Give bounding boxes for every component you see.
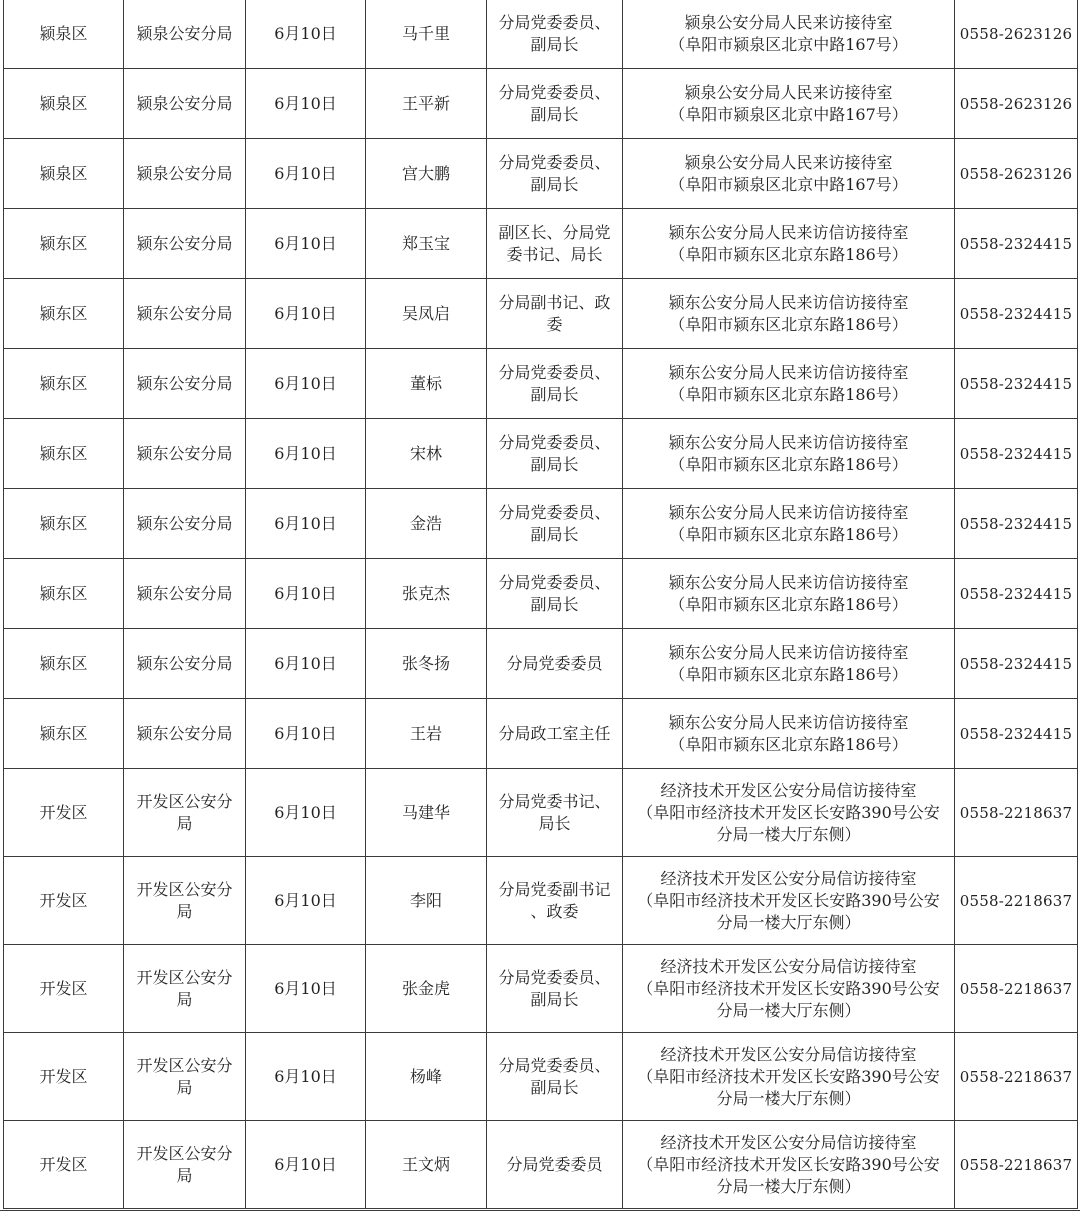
cell-date: 6月10日 (246, 349, 366, 419)
cell-position-line: 、政委 (530, 901, 579, 921)
cell-location-line: 分局一楼大厅东侧） (716, 1088, 861, 1108)
cell-location-line: （阜阳市颍东区北京东路186号） (669, 734, 908, 754)
cell-location-line: （阜阳市经济技术开发区长安路390号公安 (637, 1066, 940, 1086)
cell-date: 6月10日 (246, 69, 366, 139)
cell-position-line: 分局党委委员、 (498, 1055, 611, 1075)
cell-location (623, 857, 955, 945)
cell-date: 6月10日 (246, 559, 366, 629)
cell-location (623, 139, 955, 209)
cell-bureau-line: 开发区公安分 (136, 791, 233, 811)
cell-location-line: （阜阳市颍泉区北京中路167号） (669, 34, 908, 54)
cell-location-line: 颍东公安分局人民来访信访接待室 (668, 712, 909, 732)
cell-name: 张金虎 (366, 945, 487, 1033)
cell-position (487, 945, 623, 1033)
cell-position (487, 1033, 623, 1121)
cell-bureau-line: 颍泉公安分局 (136, 23, 233, 43)
cell-date: 6月10日 (246, 769, 366, 857)
cell-position (487, 349, 623, 419)
cell-bureau (124, 699, 246, 769)
cell-bureau-line: 颍东公安分局 (136, 583, 233, 603)
cell-location (623, 419, 955, 489)
cell-phone: 0558-2324415 (955, 419, 1078, 489)
cell-location-line: （阜阳市经济技术开发区长安路390号公安 (637, 978, 940, 998)
cell-district: 颍泉区 (4, 139, 124, 209)
cell-location-line: 颍东公安分局人民来访信访接待室 (668, 642, 909, 662)
cell-date: 6月10日 (246, 489, 366, 559)
cell-location-line: （阜阳市颍泉区北京中路167号） (669, 174, 908, 194)
cell-district: 颍东区 (4, 279, 124, 349)
cell-date: 6月10日 (246, 945, 366, 1033)
cell-location-line: （阜阳市经济技术开发区长安路390号公安 (637, 1154, 940, 1174)
cell-position-line: 分局党委委员、 (498, 502, 611, 522)
cell-bureau (124, 279, 246, 349)
cell-position-line: 分局党委副书记 (498, 879, 611, 899)
cell-phone: 0558-2218637 (955, 769, 1078, 857)
cell-name: 王平新 (366, 69, 487, 139)
cell-location-line: （阜阳市颍东区北京东路186号） (669, 384, 908, 404)
cell-phone: 0558-2324415 (955, 629, 1078, 699)
table-row (4, 559, 1078, 629)
cell-district: 颍东区 (4, 489, 124, 559)
cell-position-line: 分局党委委员 (506, 653, 603, 673)
cell-position (487, 559, 623, 629)
cell-position-line: 分局党委书记、 (498, 791, 611, 811)
cell-position (487, 699, 623, 769)
cell-location (623, 699, 955, 769)
cell-name: 马千里 (366, 0, 487, 69)
cell-location (623, 559, 955, 629)
cell-location (623, 69, 955, 139)
cell-bureau-line: 开发区公安分 (136, 967, 233, 987)
cell-position-line: 分局党委委员、 (498, 572, 611, 592)
cell-phone: 0558-2324415 (955, 559, 1078, 629)
cell-phone: 0558-2623126 (955, 139, 1078, 209)
cell-bureau-line: 颍泉公安分局 (136, 163, 233, 183)
cell-date: 6月10日 (246, 699, 366, 769)
table-row (4, 1033, 1078, 1121)
table-row (4, 349, 1078, 419)
table-row (4, 945, 1078, 1033)
cell-bureau-line: 开发区公安分 (136, 879, 233, 899)
cell-position (487, 857, 623, 945)
cell-district: 颍泉区 (4, 69, 124, 139)
cell-bureau-line: 开发区公安分 (136, 1055, 233, 1075)
cell-location (623, 0, 955, 69)
cell-location (623, 279, 955, 349)
cell-district: 颍东区 (4, 349, 124, 419)
cell-location-line: 经济技术开发区公安分局信访接待室 (660, 1044, 917, 1064)
cell-bureau (124, 209, 246, 279)
cell-position-line: 副局长 (530, 594, 579, 614)
cell-bureau-line: 局 (176, 901, 193, 921)
cell-location-line: 经济技术开发区公安分局信访接待室 (660, 1132, 917, 1152)
cell-location-line: 颍东公安分局人民来访信访接待室 (668, 572, 909, 592)
cell-location (623, 349, 955, 419)
cell-district: 开发区 (4, 945, 124, 1033)
cell-bureau-line: 颍东公安分局 (136, 723, 233, 743)
table-row (4, 139, 1078, 209)
cell-position (487, 489, 623, 559)
cell-position-line: 委书记、局长 (506, 244, 603, 264)
cell-phone: 0558-2218637 (955, 945, 1078, 1033)
cell-bureau-line: 颍东公安分局 (136, 373, 233, 393)
cell-date: 6月10日 (246, 1121, 366, 1209)
cell-location-line: （阜阳市经济技术开发区长安路390号公安 (637, 802, 940, 822)
cell-bureau-line: 颍泉公安分局 (136, 93, 233, 113)
cell-location-line: 颍东公安分局人民来访信访接待室 (668, 292, 909, 312)
cell-name: 王岩 (366, 699, 487, 769)
cell-bureau-line: 局 (176, 1077, 193, 1097)
cell-location-line: 经济技术开发区公安分局信访接待室 (660, 868, 917, 888)
cell-bureau-line: 颍东公安分局 (136, 513, 233, 533)
cell-location-line: （阜阳市颍东区北京东路186号） (669, 314, 908, 334)
cell-location-line: 颍泉公安分局人民来访接待室 (684, 82, 893, 102)
cell-phone: 0558-2324415 (955, 489, 1078, 559)
cell-bureau (124, 1033, 246, 1121)
cell-district: 颍东区 (4, 629, 124, 699)
cell-position-line: 副局长 (530, 104, 579, 124)
cell-position-line: 副局长 (530, 524, 579, 544)
cell-date: 6月10日 (246, 139, 366, 209)
cell-position-line: 副局长 (530, 174, 579, 194)
cell-position-line: 局长 (538, 813, 571, 833)
cell-location-line: （阜阳市颍东区北京东路186号） (669, 524, 908, 544)
cell-location (623, 1121, 955, 1209)
cell-location-line: 颍泉公安分局人民来访接待室 (684, 12, 893, 32)
cell-phone: 0558-2324415 (955, 279, 1078, 349)
cell-date: 6月10日 (246, 209, 366, 279)
cell-district: 开发区 (4, 1033, 124, 1121)
cell-district: 开发区 (4, 857, 124, 945)
cell-position-line: 分局副书记、政 (498, 292, 611, 312)
cell-name: 王文炳 (366, 1121, 487, 1209)
cell-location-line: （阜阳市颍东区北京东路186号） (669, 454, 908, 474)
cell-location-line: （阜阳市颍东区北京东路186号） (669, 594, 908, 614)
cell-position-line: 分局政工室主任 (498, 723, 611, 743)
cell-position (487, 1121, 623, 1209)
cell-position-line: 副局长 (530, 454, 579, 474)
cell-district: 颍东区 (4, 419, 124, 489)
cell-name: 宋林 (366, 419, 487, 489)
cell-name: 董标 (366, 349, 487, 419)
cell-location-line: 颍东公安分局人民来访信访接待室 (668, 362, 909, 382)
cell-position (487, 209, 623, 279)
cell-phone: 0558-2218637 (955, 1121, 1078, 1209)
cell-bureau (124, 559, 246, 629)
cell-bureau (124, 69, 246, 139)
cell-district: 颍东区 (4, 209, 124, 279)
cell-position-line: 分局党委委员、 (498, 12, 611, 32)
cell-location-line: 经济技术开发区公安分局信访接待室 (660, 956, 917, 976)
cell-position (487, 0, 623, 69)
cell-bureau (124, 419, 246, 489)
cell-bureau (124, 629, 246, 699)
table-row (4, 629, 1078, 699)
cell-location-line: 颍泉公安分局人民来访接待室 (684, 152, 893, 172)
cell-location-line: 分局一楼大厅东侧） (716, 912, 861, 932)
cell-location-line: （阜阳市经济技术开发区长安路390号公安 (637, 890, 940, 910)
cell-position-line: 分局党委委员、 (498, 362, 611, 382)
cell-location (623, 629, 955, 699)
cell-district: 颍东区 (4, 699, 124, 769)
cell-location-line: 分局一楼大厅东侧） (716, 1176, 861, 1196)
cell-bureau-line: 颍东公安分局 (136, 303, 233, 323)
cell-name: 张克杰 (366, 559, 487, 629)
cell-location (623, 769, 955, 857)
cell-bureau-line: 颍东公安分局 (136, 233, 233, 253)
cell-date: 6月10日 (246, 857, 366, 945)
cell-bureau (124, 489, 246, 559)
cell-position-line: 副区长、分局党 (498, 222, 611, 242)
cell-bureau-line: 颍东公安分局 (136, 653, 233, 673)
cell-phone: 0558-2218637 (955, 857, 1078, 945)
cell-location-line: （阜阳市颍东区北京东路186号） (669, 664, 908, 684)
cell-position (487, 279, 623, 349)
cell-location-line: （阜阳市颍东区北京东路186号） (669, 244, 908, 264)
cell-position (487, 69, 623, 139)
cell-position-line: 副局长 (530, 384, 579, 404)
cell-name: 宫大鹏 (366, 139, 487, 209)
cell-bureau-line: 局 (176, 1165, 193, 1185)
cell-date: 6月10日 (246, 1033, 366, 1121)
cell-phone: 0558-2623126 (955, 0, 1078, 69)
table-row (4, 699, 1078, 769)
table-row (4, 209, 1078, 279)
table-row (4, 69, 1078, 139)
cell-phone: 0558-2218637 (955, 1033, 1078, 1121)
cell-date: 6月10日 (246, 279, 366, 349)
table-row (4, 489, 1078, 559)
cell-phone: 0558-2324415 (955, 209, 1078, 279)
cell-bureau (124, 0, 246, 69)
table-row (4, 0, 1078, 69)
cell-location-line: （阜阳市颍泉区北京中路167号） (669, 104, 908, 124)
cell-bureau (124, 349, 246, 419)
cell-bureau-line: 局 (176, 813, 193, 833)
cell-position-line: 委 (546, 314, 563, 334)
cell-position (487, 419, 623, 489)
cell-phone: 0558-2324415 (955, 699, 1078, 769)
cell-bureau (124, 139, 246, 209)
cell-district: 开发区 (4, 769, 124, 857)
table-row (4, 857, 1078, 945)
cell-location (623, 489, 955, 559)
cell-position-line: 副局长 (530, 989, 579, 1009)
cell-bureau (124, 857, 246, 945)
cell-location-line: 经济技术开发区公安分局信访接待室 (660, 780, 917, 800)
cell-date: 6月10日 (246, 0, 366, 69)
cell-position-line: 分局党委委员、 (498, 152, 611, 172)
cell-name: 杨峰 (366, 1033, 487, 1121)
cell-name: 马建华 (366, 769, 487, 857)
cell-bureau (124, 769, 246, 857)
cell-name: 金浩 (366, 489, 487, 559)
cell-date: 6月10日 (246, 419, 366, 489)
cell-bureau (124, 1121, 246, 1209)
cell-name: 吴凤启 (366, 279, 487, 349)
cell-location (623, 1033, 955, 1121)
cell-location-line: 分局一楼大厅东侧） (716, 824, 861, 844)
cell-date: 6月10日 (246, 629, 366, 699)
cell-location-line: 颍东公安分局人民来访信访接待室 (668, 502, 909, 522)
cell-position-line: 副局长 (530, 34, 579, 54)
cell-position-line: 分局党委委员、 (498, 967, 611, 987)
cell-district: 颍东区 (4, 559, 124, 629)
cell-bureau-line: 开发区公安分 (136, 1143, 233, 1163)
table-row (4, 279, 1078, 349)
cell-location (623, 945, 955, 1033)
reception-schedule-table (3, 0, 1078, 1209)
cell-position (487, 629, 623, 699)
cell-position (487, 139, 623, 209)
table-row (4, 769, 1078, 857)
cell-bureau (124, 945, 246, 1033)
cell-district: 开发区 (4, 1121, 124, 1209)
cell-phone: 0558-2324415 (955, 349, 1078, 419)
cell-position-line: 分局党委委员 (506, 1154, 603, 1174)
cell-position (487, 769, 623, 857)
cell-position-line: 副局长 (530, 1077, 579, 1097)
table-body (4, 0, 1078, 1209)
cell-location (623, 209, 955, 279)
cell-location-line: 分局一楼大厅东侧） (716, 1000, 861, 1020)
cell-name: 李阳 (366, 857, 487, 945)
cell-name: 张冬扬 (366, 629, 487, 699)
cell-phone: 0558-2623126 (955, 69, 1078, 139)
cell-position-line: 分局党委委员、 (498, 82, 611, 102)
cell-location-line: 颍东公安分局人民来访信访接待室 (668, 432, 909, 452)
table-row (4, 419, 1078, 489)
cell-bureau-line: 局 (176, 989, 193, 1009)
cell-position-line: 分局党委委员、 (498, 432, 611, 452)
cell-district: 颍泉区 (4, 0, 124, 69)
table-row (4, 1121, 1078, 1209)
cell-location-line: 颍东公安分局人民来访信访接待室 (668, 222, 909, 242)
cell-name: 郑玉宝 (366, 209, 487, 279)
cell-bureau-line: 颍东公安分局 (136, 443, 233, 463)
